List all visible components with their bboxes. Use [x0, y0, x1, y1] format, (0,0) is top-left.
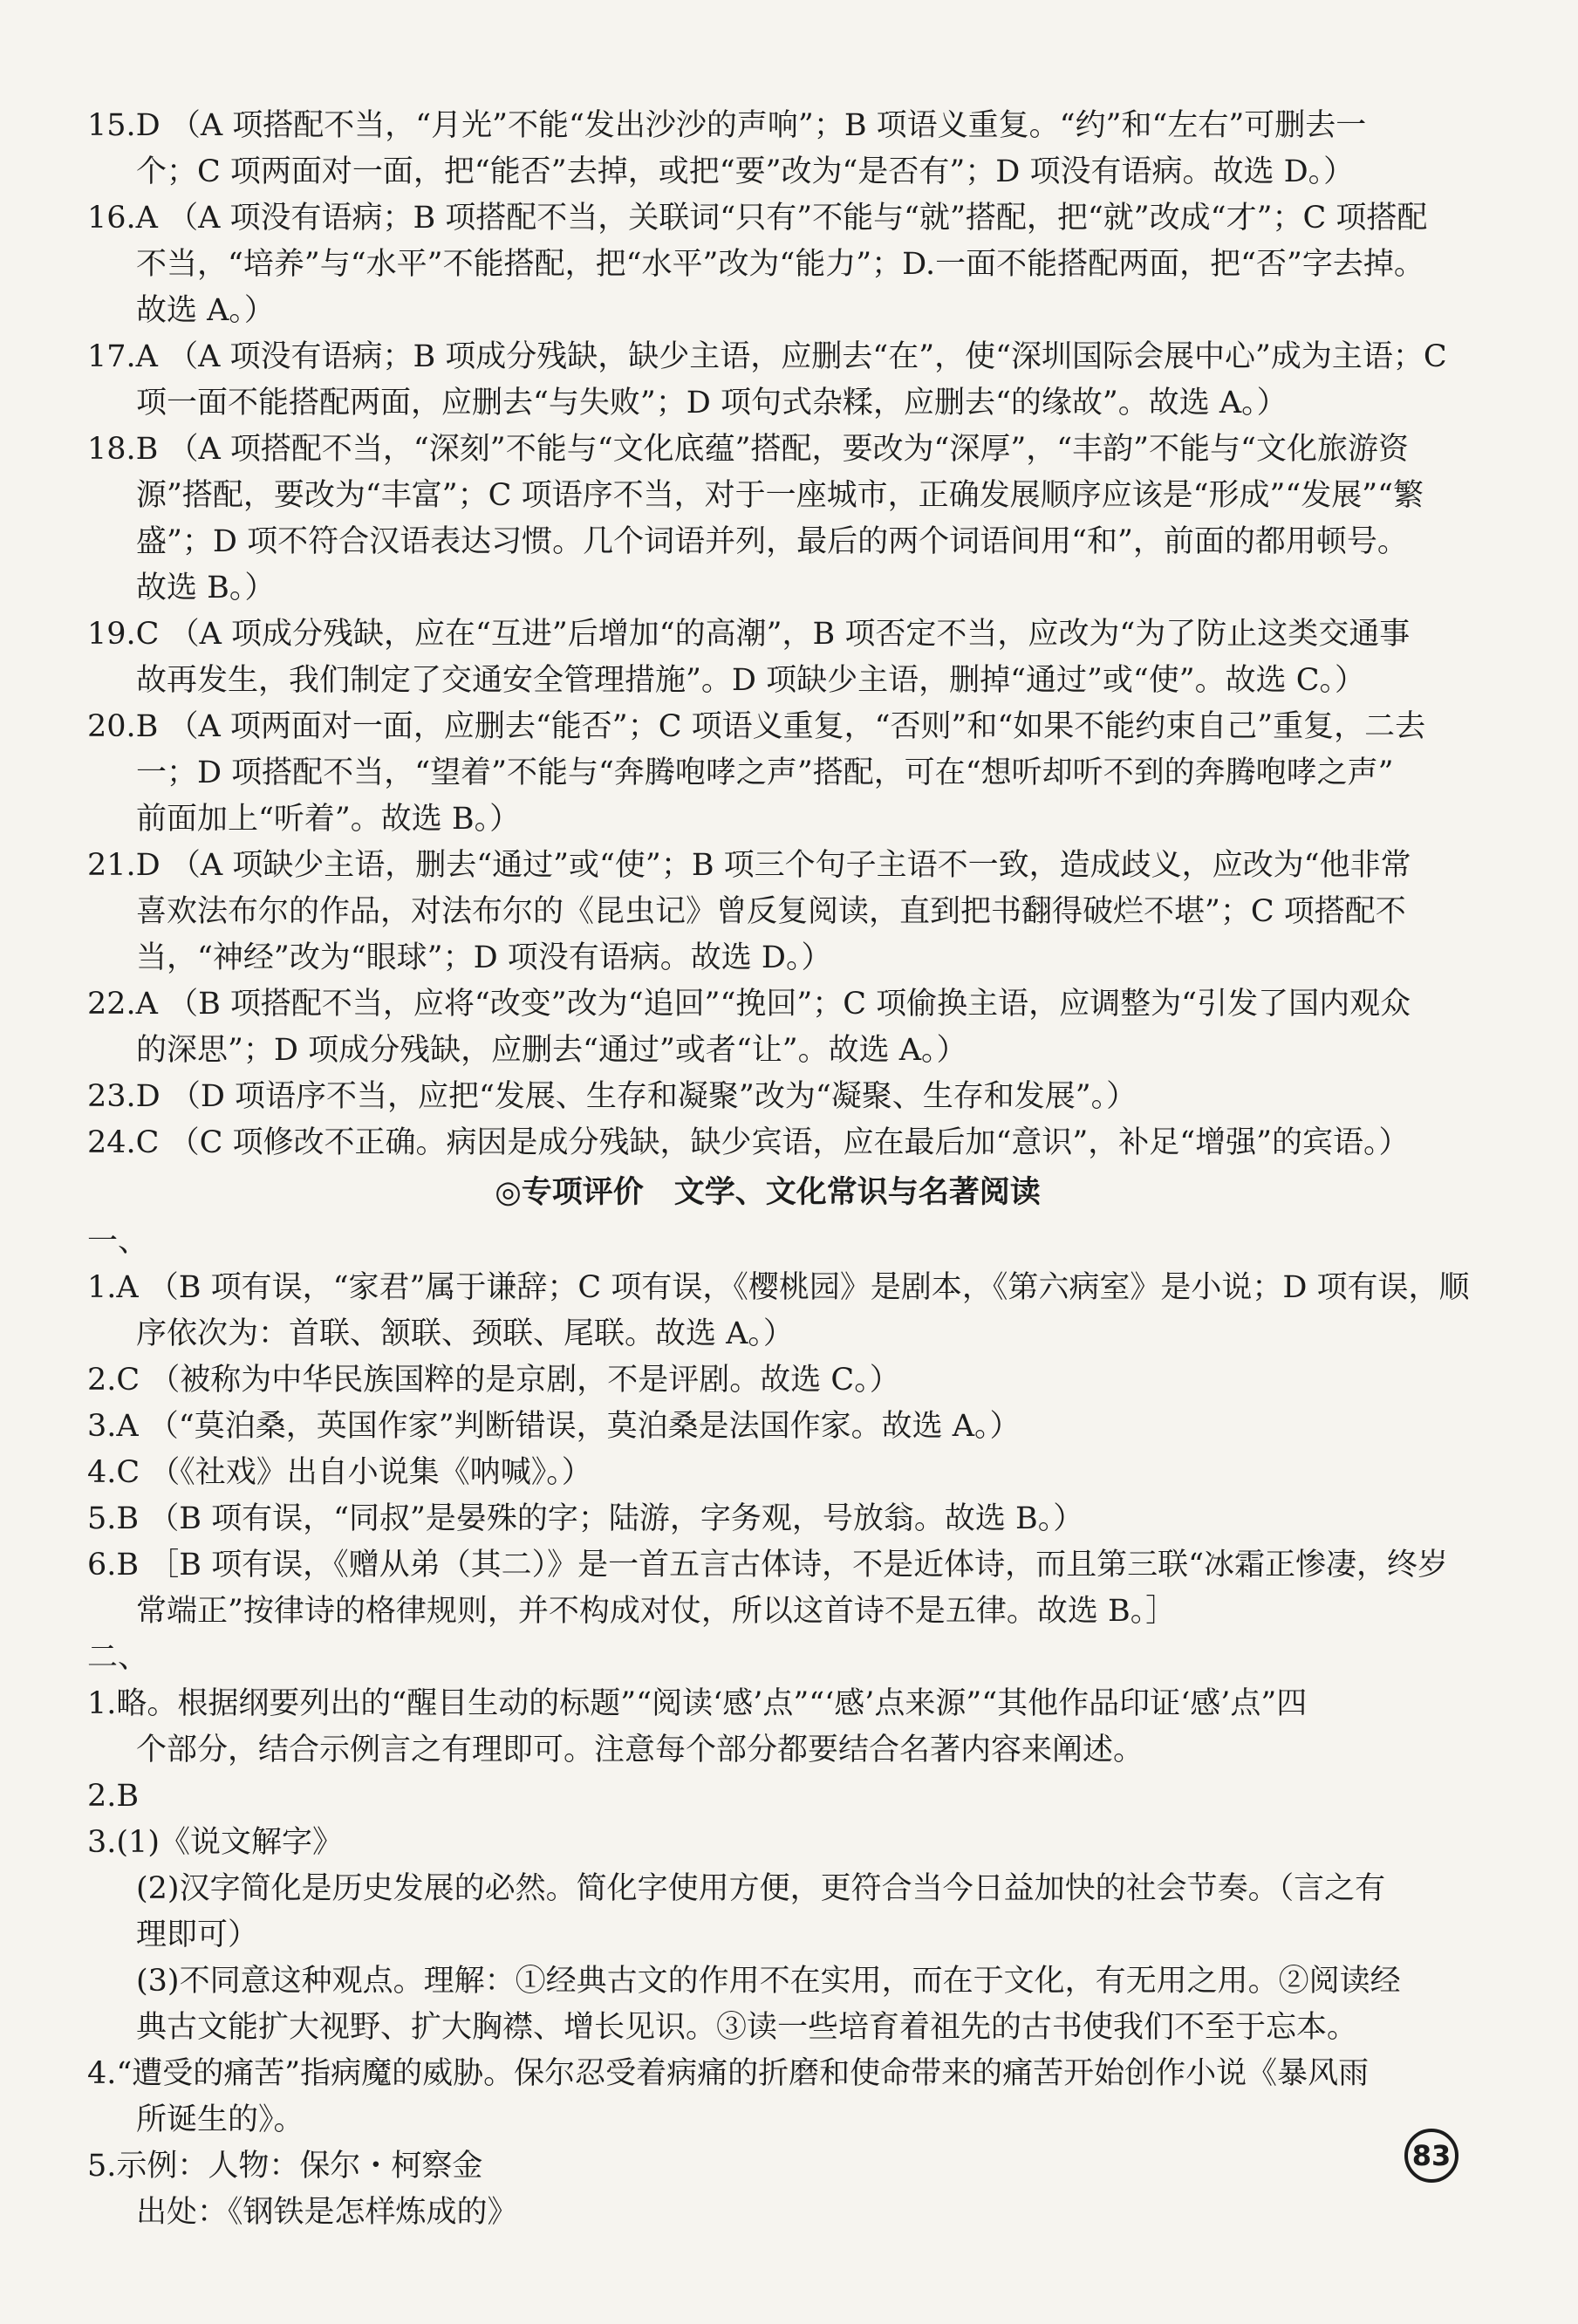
- text-line: 3.(1)《说文解字》: [87, 1825, 343, 1860]
- text-line: 17.A （A 项没有语病；B 项成分残缺，缺少主语，应删去“在”，使“深圳国际会展中心”成为主语；C: [87, 339, 1447, 374]
- section-heading: ◎专项评价 文学、文化常识与名著阅读: [495, 1175, 1041, 1210]
- text-line: 4.“遭受的痛苦”指病魔的威胁。保尔忍受着病痛的折磨和使命带来的痛苦开始创作小说《暴风雨: [87, 2056, 1370, 2091]
- text-line: 故选 B。）: [136, 571, 276, 605]
- text-line: 19.C （A 项成分残缺，应在“互进”后增加“的高潮”，B 项否定不当，应改为“为了防止这类交通事: [87, 617, 1411, 652]
- text-line: 21.D （A 项缺少主语，删去“通过”或“使”；B 项三个句子主语不一致，造成歧义，应改为“他非常: [87, 848, 1411, 883]
- text-line: 所诞生的》。: [136, 2102, 304, 2137]
- text-line: (3)不同意这种观点。理解：①经典古文的作用不在实用，而在于文化，有无用之用。②阅读经: [136, 1964, 1401, 1999]
- text-line: (2)汉字简化是历史发展的必然。简化字使用方便，更符合当今日益加快的社会节奏。（言之有: [136, 1871, 1386, 1906]
- text-line: 故选 A。）: [136, 293, 275, 328]
- page-number: 83: [1404, 2129, 1458, 2183]
- text-line: 故再发生，我们制定了交通安全管理措施”。D 项缺少主语，删掉“通过”或“使”。故选 C。）: [136, 663, 1366, 698]
- text-line: 盛”；D 项不符合汉语表达习惯。几个词语并列，最后的两个词语间用“和”，前面的都用顿号。: [136, 524, 1408, 559]
- text-line: 项一面不能搭配两面，应删去“与失败”；D 项句式杂糅，应删去“的缘故”。故选 A。）: [136, 386, 1288, 420]
- text-line: 喜欢法布尔的作品，对法布尔的《昆虫记》曾反复阅读，直到把书翻得破烂不堪”；C 项搭配不: [136, 894, 1406, 929]
- text-line: 22.A （B 项搭配不当，应将“改变”改为“追回”“挽回”；C 项偷换主语，应调整为“引发了国内观众: [87, 987, 1411, 1022]
- text-line: 5.示例：人物：保尔・柯察金: [87, 2149, 483, 2184]
- text-line: 不当，“培养”与“水平”不能搭配，把“水平”改为“能力”；D.一面不能搭配两面，把“否”字去掉。: [136, 247, 1424, 282]
- text-line: 20.B （A 项两面对一面，应删去“能否”；C 项语义重复，“否则”和“如果不能约束自己”重复，二去: [87, 709, 1426, 744]
- text-line: 常端正”按律诗的格律规则，并不构成对仗，所以这首诗不是五律。故选 B。］: [136, 1594, 1177, 1629]
- text-line: 序依次为：首联、颔联、颈联、尾联。故选 A。）: [136, 1316, 794, 1351]
- text-line: 2.C （被称为中华民族国粹的是京剧，不是评剧。故选 C。）: [87, 1363, 900, 1398]
- text-line: 18.B （A 项搭配不当，“深刻”不能与“文化底蕴”搭配，要改为“深厚”，“丰韵”不能与“文化旅游资: [87, 432, 1409, 467]
- text-line: 当，“神经”改为“眼球”；D 项没有语病。故选 D。）: [136, 940, 832, 975]
- text-line: 的深思”；D 项成分残缺，应删去“通过”或者“让”。故选 A。）: [136, 1033, 967, 1068]
- text-line: 4.C （《社戏》出自小说集《呐喊》。）: [87, 1455, 592, 1490]
- text-line: 15.D （A 项搭配不当，“月光”不能“发出沙沙的声响”；B 项语义重复。“约”和“左右”可删去一: [87, 108, 1367, 143]
- text-line: 1.A （B 项有误，“家君”属于谦辞；C 项有误，《樱桃园》是剧本，《第六病室》是小说；D 项有误，顺: [87, 1270, 1470, 1305]
- text-line: 1.略。根据纲要列出的“醒目生动的标题”“阅读‘感’点”“‘感’点来源”“其他作品印证‘感’点”四: [87, 1686, 1308, 1721]
- text-line: 2.B: [87, 1779, 140, 1814]
- text-line: 一；D 项搭配不当，“望着”不能与“奔腾咆哮之声”搭配，可在“想听却听不到的奔腾咆哮之声”: [136, 755, 1394, 790]
- text-line: 理即可）: [136, 1917, 259, 1952]
- text-line: 24.C （C 项修改不正确。病因是成分残缺，缺少宾语，应在最后加“意识”，补足“增强”的宾语。）: [87, 1125, 1410, 1160]
- text-line: 源”搭配，要改为“丰富”；C 项语序不当，对于一座城市，正确发展顺序应该是“形成”“发展”“繁: [136, 478, 1424, 513]
- text-line: 前面加上“听着”。故选 B。）: [136, 802, 521, 837]
- text-line: 个；C 项两面对一面，把“能否”去掉，或把“要”改为“是否有”；D 项没有语病。故选 D。）: [136, 154, 1355, 189]
- text-line: 典古文能扩大视野、扩大胸襟、增长见识。③读一些培育着祖先的古书使我们不至于忘本。: [136, 2010, 1358, 2045]
- text-line: 一、: [87, 1224, 149, 1259]
- text-line: 23.D （D 项语序不当，应把“发展、生存和凝聚”改为“凝聚、生存和发展”。）: [87, 1079, 1137, 1114]
- text-line: 6.B ［B 项有误，《赠从弟（其二）》是一首五言古体诗，不是近体诗，而且第三联“冰霜正惨凄，终岁: [87, 1548, 1448, 1582]
- answer-page: [87, 103, 1470, 2236]
- text-line: 二、: [87, 1640, 149, 1675]
- text-line: 5.B （B 项有误，“同叔”是晏殊的字；陆游，字务观，号放翁。故选 B。）: [87, 1501, 1084, 1536]
- text-line: 3.A （“莫泊桑，英国作家”判断错误，莫泊桑是法国作家。故选 A。）: [87, 1409, 1021, 1444]
- text-line: 个部分，结合示例言之有理即可。注意每个部分都要结合名著内容来阐述。: [136, 1733, 1144, 1767]
- text-line: 出处：《钢铁是怎样炼成的》: [136, 2195, 518, 2230]
- text-line: 16.A （A 项没有语病；B 项搭配不当，关联词“只有”不能与“就”搭配，把“就”改成“才”；C 项搭配: [87, 201, 1428, 236]
